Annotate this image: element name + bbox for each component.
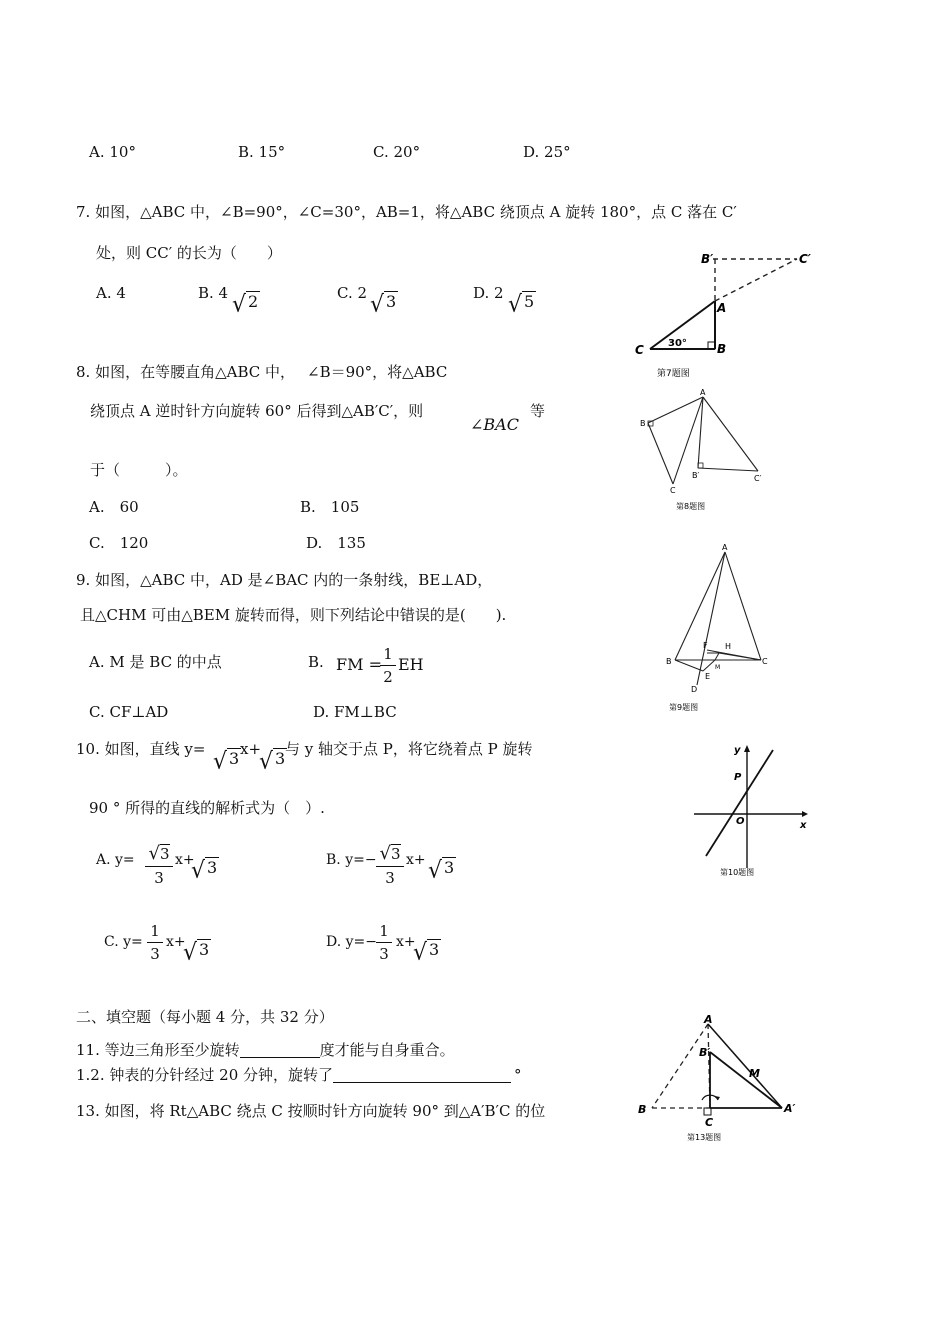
- q10-option-d-numerator: 1: [379, 922, 389, 940]
- q10-option-b-num-radicand: 3: [390, 845, 401, 863]
- q10-stem-pre: 10. 如图，直线 y=: [76, 740, 206, 758]
- q7-option-d-sqrt: √ 5: [508, 291, 535, 318]
- q7-option-b: [198, 286, 228, 301]
- q7-fig-caption: 第7题图: [657, 369, 690, 379]
- q10-fig-line: [706, 750, 773, 856]
- q9-stem-line2: 且△CHM 可由△BEM 旋转而得，则下列结论中错误的是( ).: [80, 606, 507, 624]
- q10-option-c-fraction-bar: [147, 942, 163, 943]
- q8-figure: [632, 385, 782, 520]
- q10-option-d-mid: x+: [396, 934, 416, 950]
- q8-fig-label-bprime: B′: [692, 471, 700, 480]
- q7-option-c-coef: C. 2: [337, 284, 368, 302]
- q10-option-c-mid: x+: [166, 934, 186, 950]
- q8-fig-line-bc: [648, 423, 673, 484]
- q9-fig-line-em: [703, 660, 715, 671]
- q10-stem-radicand-2: 3: [275, 749, 286, 768]
- q7-fig-right-angle-mark: [708, 342, 715, 349]
- q13-stem: 13. 如图，将 Rt△ABC 绕点 C 按顺时针方向旋转 90° 到△A′B′C 的位: [76, 1102, 546, 1120]
- q7-option-a: A. 4: [96, 284, 126, 302]
- q10-option-a-radicand: 3: [207, 858, 218, 877]
- q9-fig-line-be: [675, 660, 703, 671]
- q9-option-b-fraction-bar: [380, 665, 396, 666]
- q10-stem-x-plus: x+: [240, 740, 262, 758]
- q7-option-d: [473, 286, 504, 301]
- q12-pre: 1.2. 钟表的分针经过 20 分钟，旋转了: [76, 1066, 334, 1084]
- q9-option-b-label: B.: [308, 653, 324, 671]
- q8-option-b: B. 105: [300, 498, 360, 516]
- q13-fig-label-aprime: A′: [784, 1102, 796, 1115]
- q9-option-a: A. M 是 BC 的中点: [89, 653, 222, 671]
- q13-fig-line-bprime-aprime: [710, 1052, 782, 1108]
- q7-option-b-sqrt: √ 2: [232, 291, 259, 318]
- q10-option-c-sqrt: √ 3: [183, 939, 210, 966]
- q10-fig-label-o: O: [736, 816, 745, 827]
- q8-fig-line-ab: [648, 397, 703, 423]
- q10-option-c-numerator: 1: [150, 922, 160, 940]
- q6-option-a: A. 10°: [89, 143, 136, 161]
- q7-fig-label-angle: 30°: [668, 338, 687, 349]
- q10-option-b-mid: x+: [406, 852, 426, 868]
- q13-fig-label-c: C: [705, 1116, 714, 1129]
- q10-stem-radicand-1: 3: [229, 749, 240, 768]
- q8-stem-line1-text: 8. 如图，在等腰直角△ABC 中，: [76, 363, 295, 381]
- q10-option-c-pre: C. y=: [104, 934, 143, 950]
- q12-post: °: [514, 1066, 522, 1084]
- q9-option-c: C. CF⊥AD: [89, 703, 169, 721]
- q7-option-b-coef: B. 4: [198, 284, 229, 302]
- q9-option-b-numerator: 1: [383, 645, 393, 663]
- q9-option-b-lhs: FM =: [336, 655, 382, 674]
- q8-fig-label-c: C: [670, 486, 676, 495]
- q8-fig-label-b: B: [640, 419, 646, 428]
- q8-option-d: D. 135: [306, 534, 366, 552]
- q9-fig-label-b: B: [666, 657, 672, 666]
- q10-option-a-num-radicand: 3: [159, 845, 170, 863]
- section2-title: 二、填空题（每小题 4 分，共 32 分）: [76, 1008, 334, 1026]
- q10-fig-label-x: x: [800, 820, 807, 831]
- q8-fig-label-cprime: C′: [754, 474, 762, 483]
- q8-fig-caption: 第8题图: [676, 502, 706, 511]
- q7-fig-label-b: B: [717, 342, 727, 356]
- q9-stem-line1: 9. 如图，△ABC 中，AD 是∠BAC 内的一条射线，BE⊥AD，: [76, 571, 493, 589]
- q10-option-b-fraction: [376, 843, 404, 887]
- q10-option-d-radicand: 3: [429, 940, 440, 959]
- q10-fig-label-p: P: [734, 772, 742, 783]
- q6-option-c: C. 20°: [373, 143, 421, 161]
- q9-fig-line-mh: [715, 653, 719, 660]
- q11-pre: 11. 等边三角形至少旋转: [76, 1041, 240, 1059]
- q7-figure: [625, 235, 870, 385]
- q8-option-a: A. 60: [89, 498, 139, 516]
- q10-option-b-sqrt: √ 3: [428, 857, 455, 884]
- q7-fig-label-bprime: B′: [701, 252, 714, 266]
- q7-fig-label-cprime: C′: [799, 252, 811, 266]
- q10-option-c-radicand: 3: [199, 940, 210, 959]
- q9-option-b-fraction: [380, 645, 396, 686]
- q8-stem-line3: 于（ ）。: [90, 461, 188, 479]
- q10-stem-sqrt-1: √ 3: [213, 748, 240, 775]
- q10-option-b-fraction-bar: [376, 866, 404, 867]
- q10-option-a-sqrt: √ 3: [191, 857, 218, 884]
- q8-angle-bac: ∠BAC: [470, 415, 519, 434]
- q10-figure: [690, 738, 820, 883]
- q8-stem-angle-b: ∠B＝90°，将△ABC: [307, 363, 448, 381]
- q9-fig-line-ab: [675, 552, 725, 660]
- q10-fig-x-arrow: [802, 811, 808, 817]
- q6-option-d: D. 25°: [523, 143, 571, 161]
- q10-option-d-fraction-bar: [376, 942, 392, 943]
- q9-fig-caption: 第9题图: [669, 703, 699, 712]
- q10-option-a-mid: x+: [175, 852, 195, 868]
- q7-fig-label-c: C: [635, 343, 644, 357]
- q12-answer-blank[interactable]: [333, 1068, 511, 1083]
- q11-post: 度才能与自身重合。: [319, 1041, 455, 1059]
- q10-option-c-fraction: [147, 922, 163, 963]
- q13-fig-right-angle-mark: [704, 1108, 711, 1115]
- q12-text: [76, 1068, 522, 1083]
- q10-fig-caption: 第10题图: [720, 868, 755, 877]
- q11-text: [76, 1043, 455, 1058]
- q8-option-c: C. 120: [89, 534, 149, 552]
- q13-figure: [632, 1012, 812, 1147]
- q7-option-c-sqrt: √ 3: [370, 291, 397, 318]
- q9-fig-label-c: C: [762, 657, 768, 666]
- q13-fig-line-ab: [652, 1024, 711, 1108]
- q10-fig-label-y: y: [734, 745, 741, 756]
- q13-fig-label-b: B: [638, 1103, 647, 1116]
- q10-stem-post: 与 y 轴交于点 P，将它绕着点 P 旋转: [285, 740, 533, 758]
- q10-stem-line2: 90 ° 所得的直线的解析式为（ ）.: [89, 799, 325, 817]
- q8-stem-line2: 绕顶点 A 逆时针方向旋转 60° 后得到△AB′C′，则: [90, 402, 424, 420]
- q10-option-a-fraction-bar: [145, 866, 173, 867]
- q10-option-d-sqrt: √ 3: [413, 939, 440, 966]
- q9-fig-line-ad: [697, 552, 725, 685]
- q6-option-b: B. 15°: [238, 143, 286, 161]
- q13-fig-caption: 第13题图: [687, 1133, 722, 1142]
- q8-fig-line-acprime: [703, 397, 758, 471]
- q9-option-d: D. FM⊥BC: [313, 703, 397, 721]
- q13-fig-label-a: A: [704, 1013, 713, 1026]
- q8-stem-line2-end: 等: [530, 402, 546, 420]
- q10-fig-y-arrow: [744, 745, 750, 752]
- q10-option-a-numerator: √3: [148, 843, 170, 864]
- q10-option-d-pre: D. y=−: [326, 934, 377, 950]
- q7-option-d-coef: D. 2: [473, 284, 504, 302]
- q7-option-d-radicand: 5: [524, 292, 535, 311]
- q10-option-b-denominator: 3: [385, 869, 395, 887]
- q9-fig-label-m: M: [715, 664, 721, 671]
- q8-fig-label-a: A: [700, 388, 706, 397]
- q10-stem-sqrt-2: √ 3: [259, 748, 286, 775]
- q7-fig-label-a: A: [717, 301, 727, 315]
- q10-option-a-denominator: 3: [154, 869, 164, 887]
- q9-option-b-denominator: 2: [383, 668, 393, 686]
- q7-option-c: [337, 286, 367, 301]
- q10-option-d-fraction: [376, 922, 392, 963]
- q7-fig-line-a-cprime: [715, 259, 797, 301]
- q9-fig-line-cf: [707, 650, 761, 660]
- q9-fig-label-d: D: [691, 685, 698, 694]
- q11-answer-blank[interactable]: [240, 1043, 320, 1058]
- q10-option-a-fraction: [145, 843, 173, 887]
- q7-option-b-radicand: 2: [248, 292, 259, 311]
- q7-stem-line2: 处，则 CC′ 的长为（ ）: [96, 244, 282, 262]
- q10-option-b-radicand: 3: [444, 858, 455, 877]
- q10-option-b-numerator: √3: [379, 843, 401, 864]
- q8-fig-line-bprime-cprime: [698, 468, 758, 471]
- q9-option-b-rhs: EH: [398, 655, 424, 674]
- q7-option-c-radicand: 3: [386, 292, 397, 311]
- q10-option-d-denominator: 3: [379, 945, 389, 963]
- q9-fig-label-a: A: [722, 543, 728, 552]
- q9-fig-label-h: H: [725, 642, 732, 651]
- q10-option-c-denominator: 3: [150, 945, 160, 963]
- q8-stem-line1: [76, 365, 447, 380]
- q13-fig-label-bprime: B′: [699, 1046, 711, 1059]
- q13-fig-label-m: M: [749, 1067, 760, 1080]
- q9-fig-label-e: E: [705, 672, 711, 681]
- q9-fig-label-f: F: [703, 641, 708, 650]
- q10-option-a-pre: A. y=: [96, 852, 135, 868]
- q7-stem-line1: 7. 如图，△ABC 中，∠B=90°，∠C=30°，AB=1，将△ABC 绕顶点 A 旋转 180°，点 C 落在 C′: [76, 203, 737, 221]
- q10-option-b-pre: B. y=−: [326, 852, 377, 868]
- q13-fig-line-a-aprime: [708, 1024, 782, 1108]
- q9-figure: [655, 540, 775, 720]
